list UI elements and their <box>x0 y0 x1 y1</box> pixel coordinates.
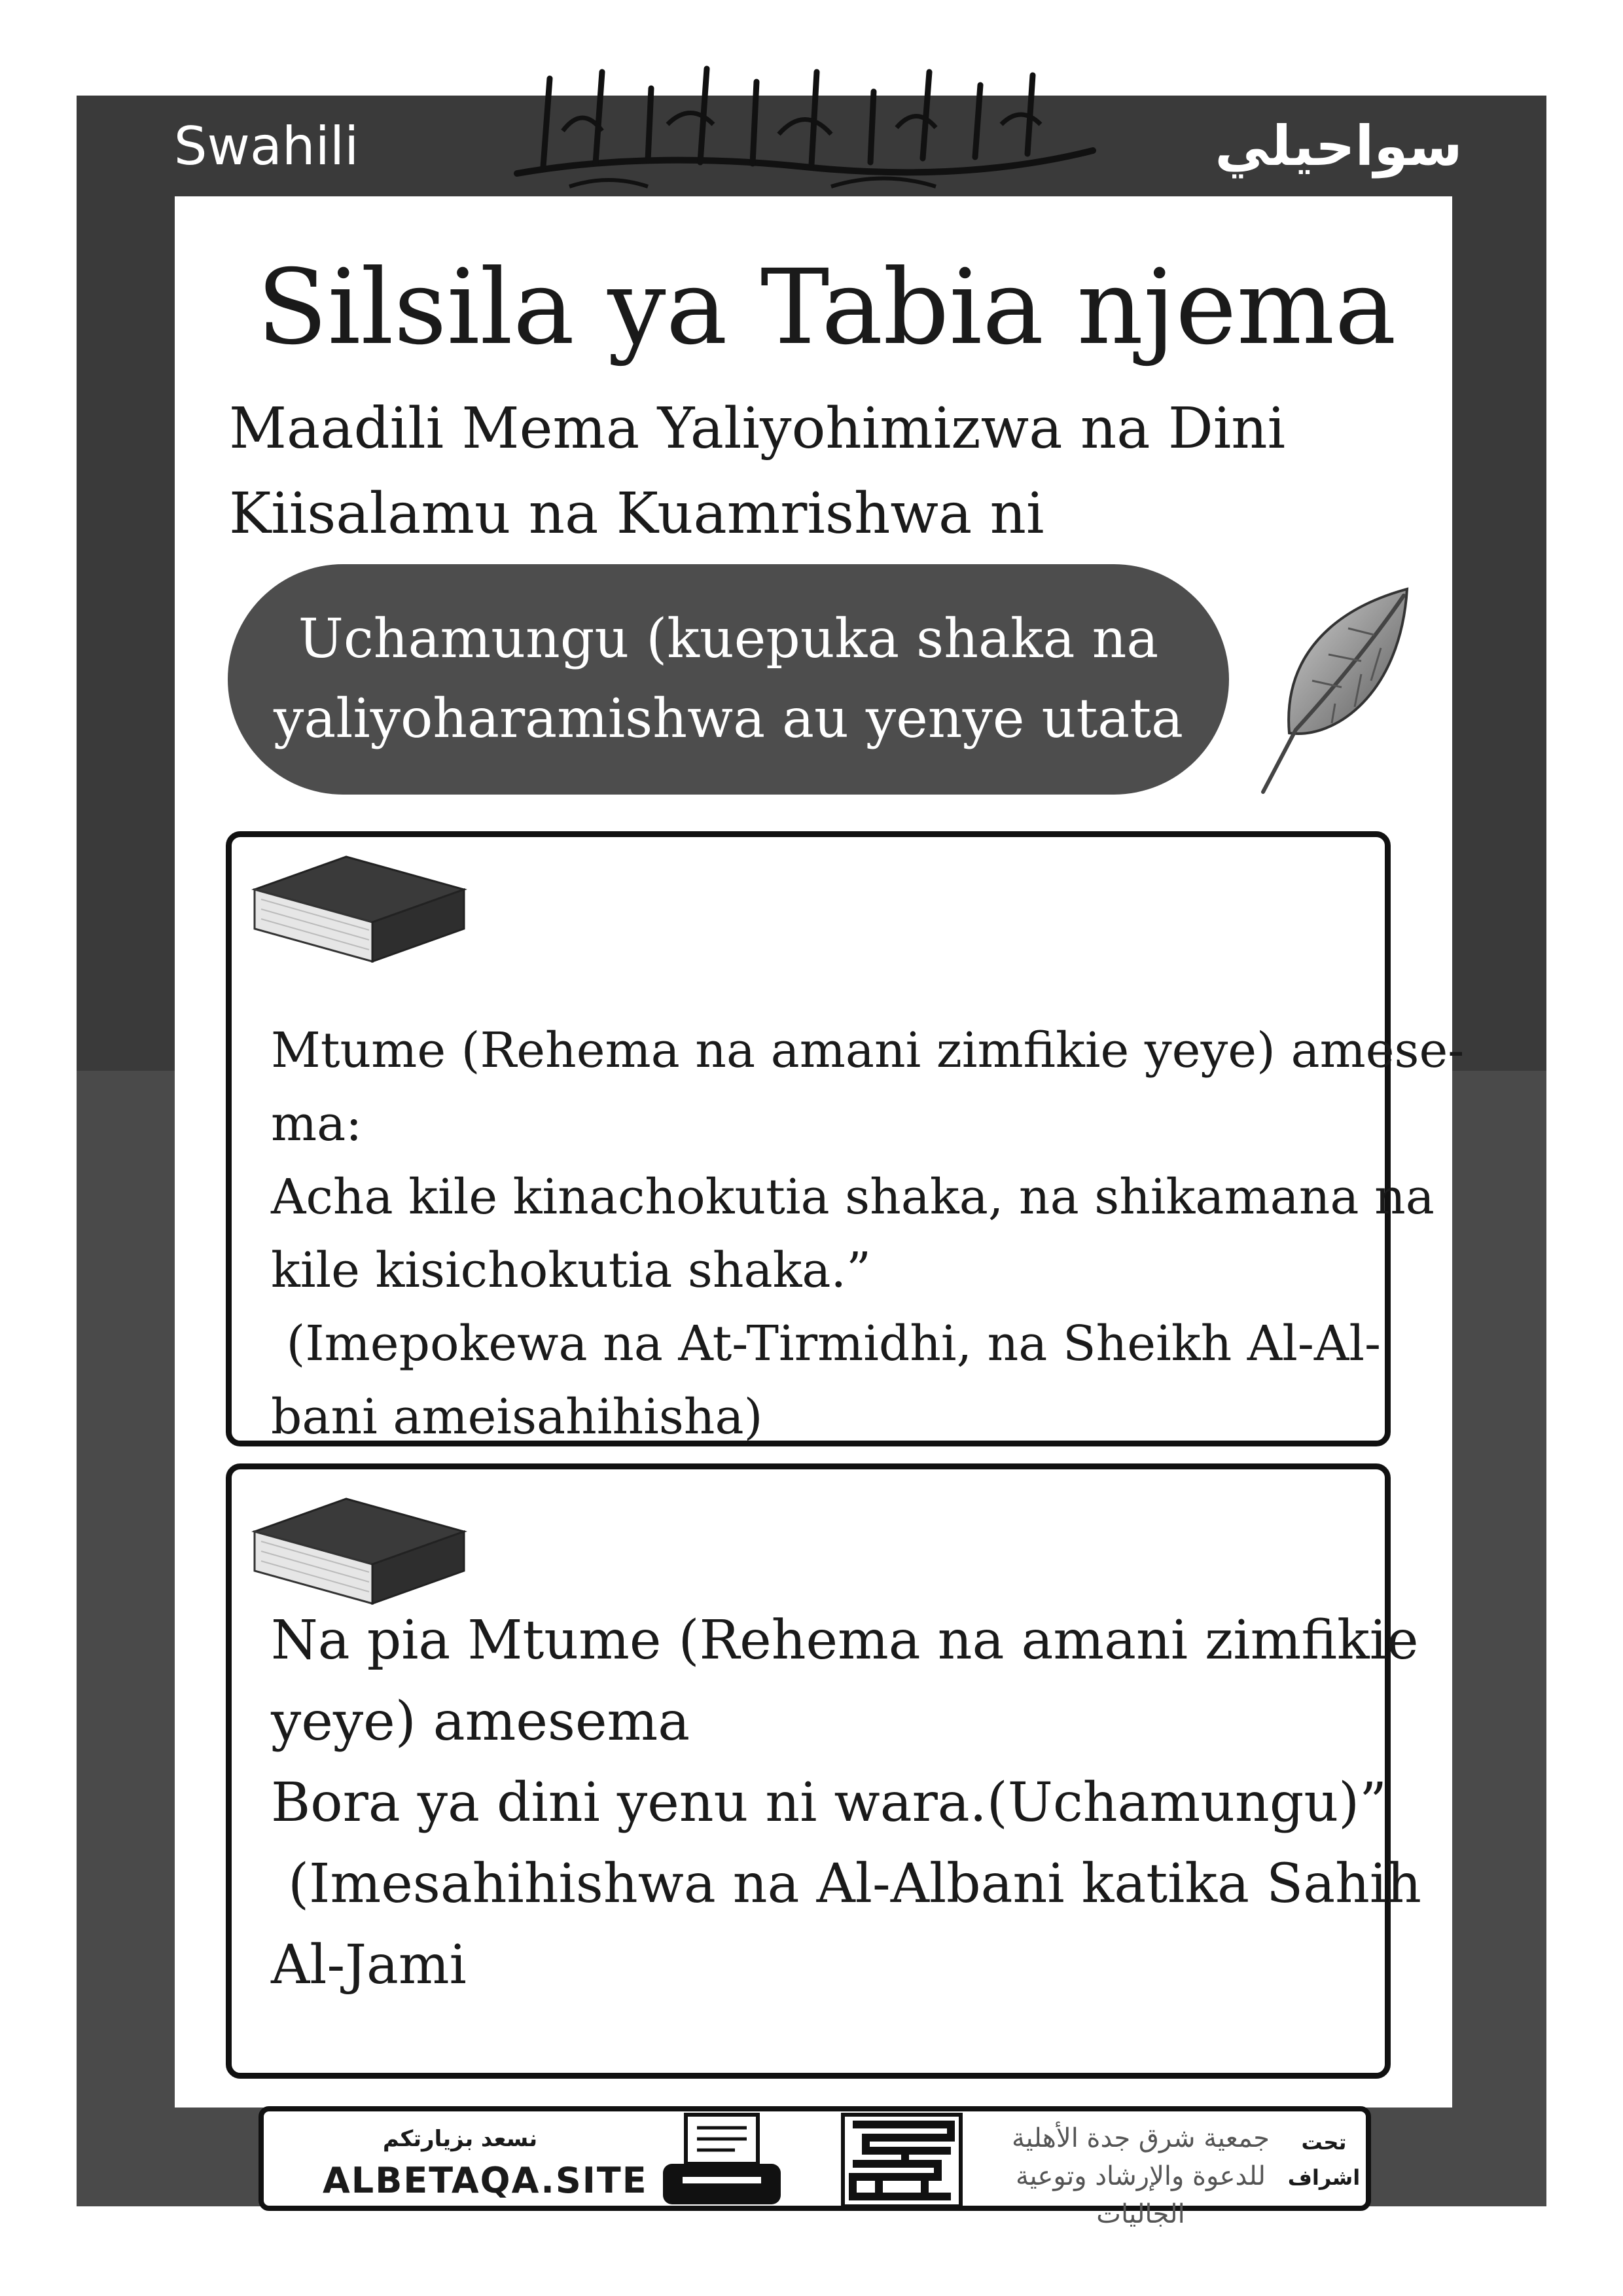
hadith-1-line: kile kisichokutia shaka.” <box>271 1242 871 1299</box>
topic-line-2: yaliyoharamishwa au yenye utata <box>274 688 1183 750</box>
hadith-2-line: (Imesahihishwa na Al-Albani katika Sahih <box>271 1853 1421 1915</box>
footer-bar <box>259 2106 1371 2229</box>
hadith-2-line: Bora ya dini yenu ni wara.(Uchamungu)” <box>271 1772 1387 1834</box>
hadith-card-1 <box>226 831 1465 1446</box>
supervision-line-2: اشراف <box>1287 2165 1361 2190</box>
hadith-1-line: (Imepokewa na At-Tirmidhi, na Sheikh Al-Al- <box>271 1316 1382 1372</box>
page-title: Silsila ya Tabia njema <box>257 247 1397 368</box>
organization-line-1: جمعية شرق جدة الأهلية <box>1012 2123 1270 2153</box>
language-label-english: Swahili <box>77 96 456 196</box>
hadith-1-line: Mtume (Rehema na amani zimfikie yeye) amese- <box>271 1022 1465 1079</box>
organization-name <box>1003 2119 1278 2233</box>
hadith-1-line: ma: <box>271 1096 363 1152</box>
subtitle-line-2: Kiisalamu na Kuamrishwa ni <box>229 481 1044 547</box>
hadith-text-1 <box>271 1014 1465 1454</box>
hadith-2-line: Na pia Mtume (Rehema na amani zimfikie <box>271 1609 1419 1672</box>
visit-text: نسعد بزيارتكم <box>382 2126 538 2152</box>
subtitle-line-1: Maadili Mema Yaliyohimizwa na Dini <box>229 396 1286 461</box>
hadith-card-2 <box>226 1463 1421 2079</box>
hadith-1-line: bani ameisahihisha) <box>271 1389 763 1445</box>
topic-line-1: Uchamungu (kuepuka shaka na <box>298 608 1159 670</box>
basmala-calligraphy <box>504 52 1106 196</box>
hadith-text-2 <box>271 1600 1421 2006</box>
kufic-logo <box>840 2111 964 2210</box>
book-icon <box>248 1492 471 1610</box>
hadith-2-line: yeye) amesema <box>271 1691 690 1753</box>
book-icon <box>248 850 471 968</box>
supervision-label <box>1285 2125 1363 2195</box>
printer-icon <box>656 2111 787 2210</box>
hadith-2-line: Al-Jami <box>271 1934 467 1996</box>
topic-banner <box>228 564 1229 795</box>
hadith-1-line: Acha kile kinachokutia shaka, na shikamana na <box>271 1169 1435 1225</box>
organization-line-2: للدعوة والإرشاد وتوعية الجاليات <box>1016 2161 1266 2229</box>
language-label-arabic: سواحيلي <box>1131 96 1546 196</box>
subtitle <box>229 386 1394 556</box>
leaf-icon <box>1257 583 1427 798</box>
site-link[interactable]: ALBETAQA.SITE <box>323 2160 648 2201</box>
supervision-line-1: تحت <box>1301 2130 1347 2155</box>
